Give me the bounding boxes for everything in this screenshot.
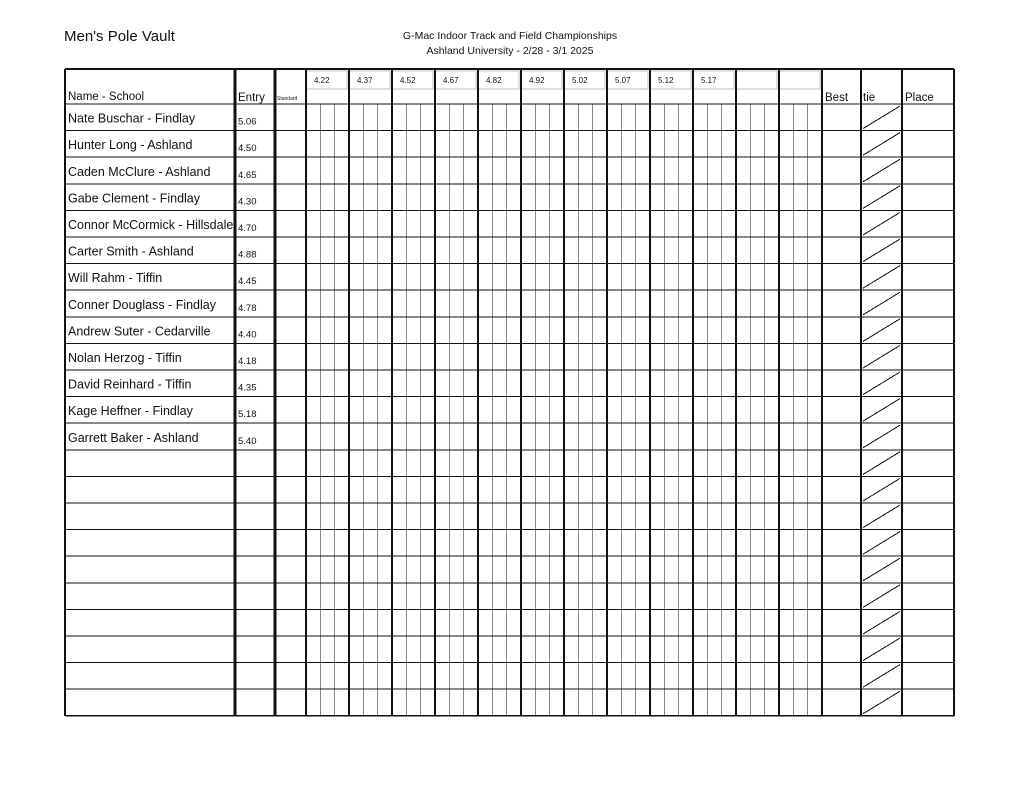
- athlete-entry: 5.06: [238, 116, 257, 128]
- tie-diagonal: [863, 665, 900, 688]
- tie-diagonal: [863, 585, 900, 608]
- height-label: 4.92: [529, 76, 545, 85]
- header-tie: tie: [863, 92, 876, 104]
- athlete-name: Carter Smith - Ashland: [68, 244, 194, 259]
- height-label: 4.67: [443, 76, 459, 85]
- tie-diagonal: [863, 319, 900, 342]
- tie-diagonal: [863, 452, 900, 475]
- height-label: 5.07: [615, 76, 631, 85]
- athlete-entry: 4.40: [238, 329, 257, 341]
- athlete-entry: 5.18: [238, 409, 257, 421]
- athlete-entry: 4.30: [238, 196, 257, 208]
- tie-diagonal: [863, 345, 900, 368]
- header-place: Place: [905, 92, 934, 104]
- athlete-entry: 4.50: [238, 143, 257, 155]
- height-label: 4.22: [314, 76, 330, 85]
- tie-diagonal: [863, 505, 900, 528]
- header-best: Best: [825, 92, 849, 104]
- athlete-name: Hunter Long - Ashland: [68, 138, 193, 153]
- height-label: 4.37: [357, 76, 373, 85]
- tie-diagonal: [863, 212, 900, 235]
- athlete-entry: 4.65: [238, 169, 257, 181]
- height-box: [779, 71, 820, 89]
- tie-diagonal: [863, 611, 900, 634]
- athlete-entry: 4.35: [238, 382, 257, 394]
- athlete-name: Will Rahm - Tiffin: [68, 271, 163, 286]
- athlete-name: Nate Buschar - Findlay: [68, 111, 196, 126]
- tie-diagonal: [863, 292, 900, 315]
- athlete-entry: 4.70: [238, 223, 257, 234]
- height-label: 4.52: [400, 76, 416, 85]
- header-entry: Entry: [238, 92, 265, 104]
- tie-diagonal: [863, 186, 900, 209]
- tie-diagonal: [863, 638, 900, 661]
- tie-diagonal: [863, 558, 900, 581]
- athlete-entry: 4.88: [238, 249, 257, 261]
- tie-diagonal: [863, 133, 900, 156]
- athlete-entry: 4.45: [238, 276, 257, 288]
- height-label: 4.82: [486, 76, 502, 85]
- height-label: 5.12: [658, 76, 674, 85]
- tie-diagonal: [863, 691, 900, 714]
- athlete-name: Conner Douglass - Findlay: [68, 297, 216, 312]
- height-label: 5.17: [701, 76, 717, 85]
- athlete-name: Kage Heffner - Findlay: [68, 404, 193, 419]
- tie-diagonal: [863, 399, 900, 422]
- meet-name: G-Mac Indoor Track and Field Championships: [402, 30, 618, 42]
- athlete-name: Andrew Suter - Cedarville: [68, 324, 211, 339]
- athlete-name: Garrett Baker - Ashland: [68, 430, 199, 445]
- event-title: Men's Pole Vault: [64, 28, 175, 45]
- athlete-name: Connor McCormick - Hillsdale: [68, 218, 234, 232]
- height-label: 5.02: [572, 76, 588, 85]
- tie-diagonal: [863, 425, 900, 448]
- meet-venue-dates: Ashland University - 2/28 - 3/1 2025: [426, 45, 594, 57]
- height-box: [736, 71, 777, 89]
- tie-diagonal: [863, 266, 900, 289]
- athlete-entry: 5.40: [238, 435, 257, 447]
- header-standard: Standard: [277, 96, 298, 102]
- tie-diagonal: [863, 478, 900, 501]
- header-name-school: Name - School: [68, 91, 145, 103]
- athlete-name: Caden McClure - Ashland: [68, 164, 211, 179]
- athlete-name: Gabe Clement - Findlay: [68, 191, 201, 206]
- athlete-entry: 4.18: [238, 356, 257, 367]
- tie-diagonal: [863, 532, 900, 555]
- athlete-entry: 4.78: [238, 302, 257, 314]
- tie-diagonal: [863, 106, 900, 129]
- tie-diagonal: [863, 239, 900, 262]
- tie-diagonal: [863, 372, 900, 395]
- tie-diagonal: [863, 159, 900, 182]
- athlete-name: David Reinhard - Tiffin: [68, 377, 192, 392]
- athlete-name: Nolan Herzog - Tiffin: [68, 351, 182, 365]
